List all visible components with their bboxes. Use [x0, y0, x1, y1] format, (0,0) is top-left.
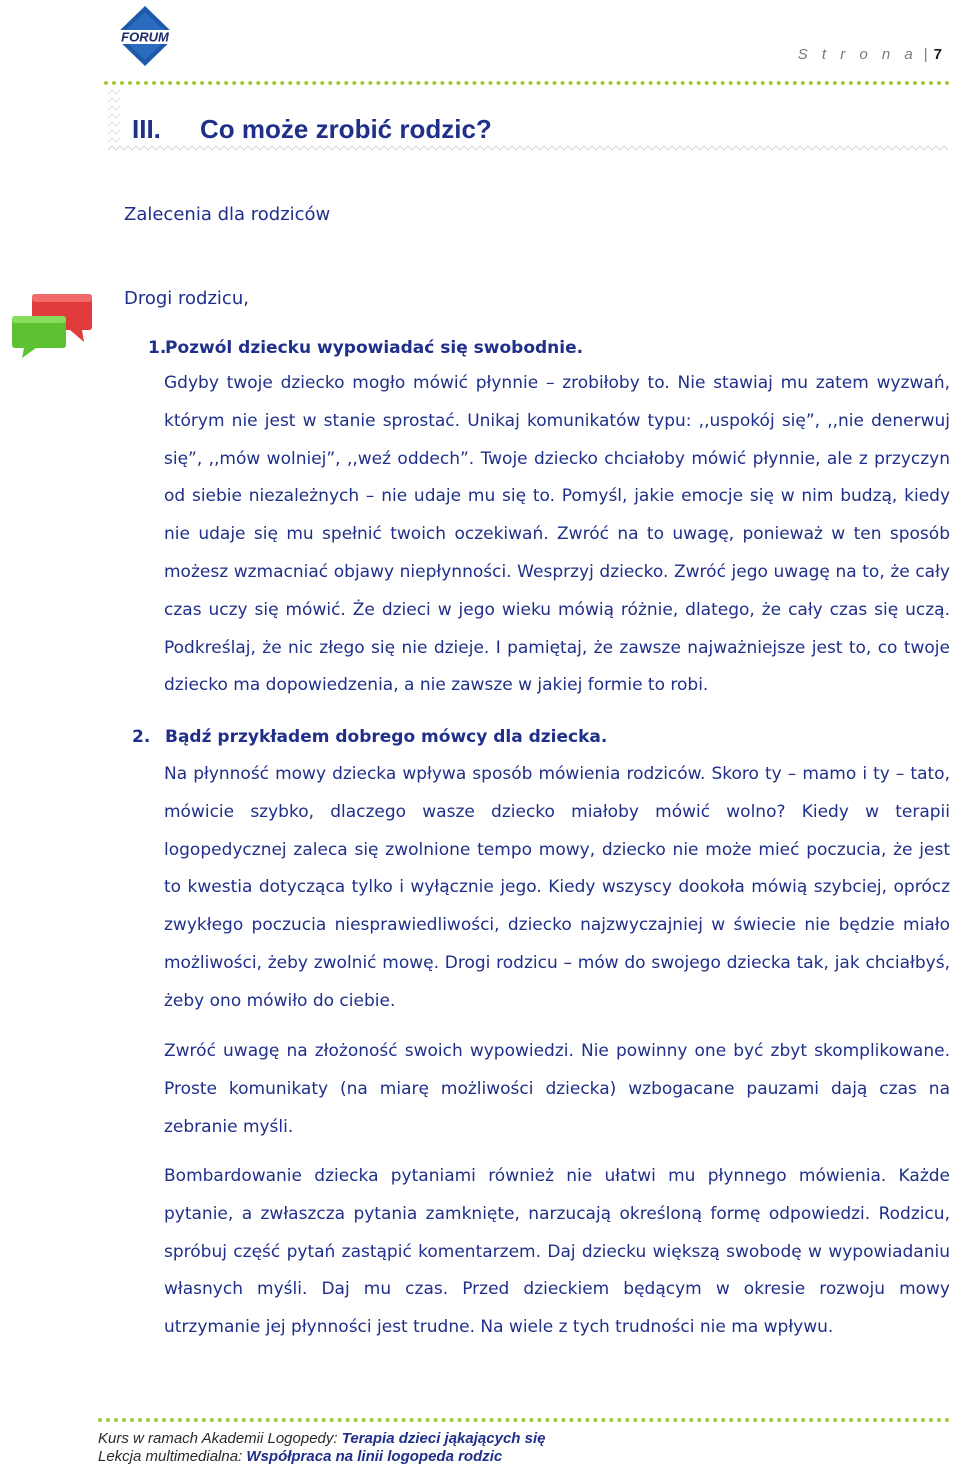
forum-logo	[112, 4, 178, 68]
greeting: Drogi rodzicu,	[124, 288, 249, 309]
item-2-paragraph-2: Zwróć uwagę na złożoność swoich wypowiedzi. Nie powinny one być zbyt skomplikowane. Proste komunikaty (na miarę możliwości dziecka) wzbogacane pauzami dają czas na zebranie myśli.	[164, 1041, 950, 1137]
item-1-paragraph	[164, 365, 950, 705]
page-separator: |	[923, 46, 928, 63]
footer-lesson-title: Współpraca na linii logopeda rodzic	[246, 1448, 503, 1465]
footer	[98, 1430, 545, 1466]
item-2-paragraph-3-block	[164, 1158, 950, 1347]
section-heading	[132, 114, 492, 145]
page-word: S t r o n a	[797, 46, 918, 63]
item-1-number: 1.	[148, 338, 167, 358]
item-2-number: 2.	[132, 727, 151, 747]
logo-text: FORUM	[121, 29, 169, 45]
footer-divider	[98, 1418, 950, 1422]
section-number: III.	[132, 114, 161, 144]
item-2-paragraph-2-block	[164, 1033, 950, 1146]
subheading: Zalecenia dla rodziców	[124, 204, 331, 225]
header-divider	[104, 81, 950, 85]
footer-line-2	[98, 1448, 545, 1466]
item-2-paragraph-1-block	[164, 756, 950, 1021]
footer-course-label: Kurs w ramach Akademii Logopedy:	[98, 1430, 342, 1447]
section-title: Co może zrobić rodzic?	[200, 114, 492, 144]
item-1-paragraph-1: Gdyby twoje dziecko mogło mówić płynnie – zrobiłoby to. Nie stawiaj mu zatem wyzwań, którym nie jest w stanie sprostać. Unikaj komunikatów typu: ,,uspokój się”, ,,nie denerwuj się”, ,,mów wolniej”, ,,weź oddech”. Twoje dziecko chciałoby mówić płynnie, ale z przyczyn od siebie niezależnych – nie udaje mu się to. Pomyśl, jakie emocje się w nim budzą, kiedy nie udaje się mu spełnić twoich oczekiwań. Zwróć na to uwagę, ponieważ w ten sposób możesz wzmacniać objawy niepłynności. Wesprzyj dziecko. Zwróć jego uwagę na to, że cały czas uczy się mówić. Że dzieci w jego wieku mówią różnie, dlatego, że cały czas się uczą. Podkreślaj, że nic złego się nie dzieje. I pamiętaj, że zawsze najważniejsze jest to, co twoje dziecko ma dopowiedzenia, a nie zawsze w jakiej formie to robi.	[164, 373, 950, 696]
page-number: 7	[933, 46, 942, 63]
speech-bubbles-icon	[8, 292, 98, 360]
item-2-paragraph-1: Na płynność mowy dziecka wpływa sposób mówienia rodziców. Skoro ty – mamo i ty – tato, mówicie szybko, dlaczego wasze dziecko miałoby mówić wolno? Kiedy w terapii logopedycznej zaleca się zwolnione tempo mowy, dziecko nie może mieć poczucia, że jest to kwestia dotycząca tylko i wyłącznie jego. Kiedy wszyscy dookoła mówią szybciej, oprócz zwykłego poczucia niesprawiedliwości, dziecko najzwyczajniej w świecie nie będzie miało możliwości, żeby zwolnić mowę. Drogi rodzicu – mów do swojego dziecka tak, jak chciałbyś, żeby ono mówiło do ciebie.	[164, 764, 950, 1011]
footer-course-title: Terapia dzieci jąkających się	[341, 1430, 546, 1447]
item-2-title	[132, 727, 607, 747]
item-1-title-text: Pozwól dziecku wypowiadać się swobodnie.	[165, 338, 584, 358]
item-2-paragraph-3: Bombardowanie dziecka pytaniami również nie ułatwi mu płynnego mówienia. Każde pytanie, a zwłaszcza pytania zamknięte, narzucają określoną formę odpowiedzi. Rodzicu, spróbuj część pytań zastąpić komentarzem. Daj dziecku większą swobodę w wypowiadaniu własnych myśli. Daj mu czas. Przed dzieckiem będącym w okresie rozwoju mowy utrzymanie jej płynności jest trudne. Na wiele z tych trudności nie ma wpływu.	[164, 1166, 950, 1338]
footer-lesson-label: Lekcja multimedialna:	[98, 1448, 247, 1465]
footer-line-1	[98, 1430, 545, 1448]
item-2-title-text: Bądź przykładem dobrego mówcy dla dziecka.	[165, 727, 608, 747]
item-1-title	[148, 338, 583, 358]
page-indicator	[798, 46, 942, 63]
